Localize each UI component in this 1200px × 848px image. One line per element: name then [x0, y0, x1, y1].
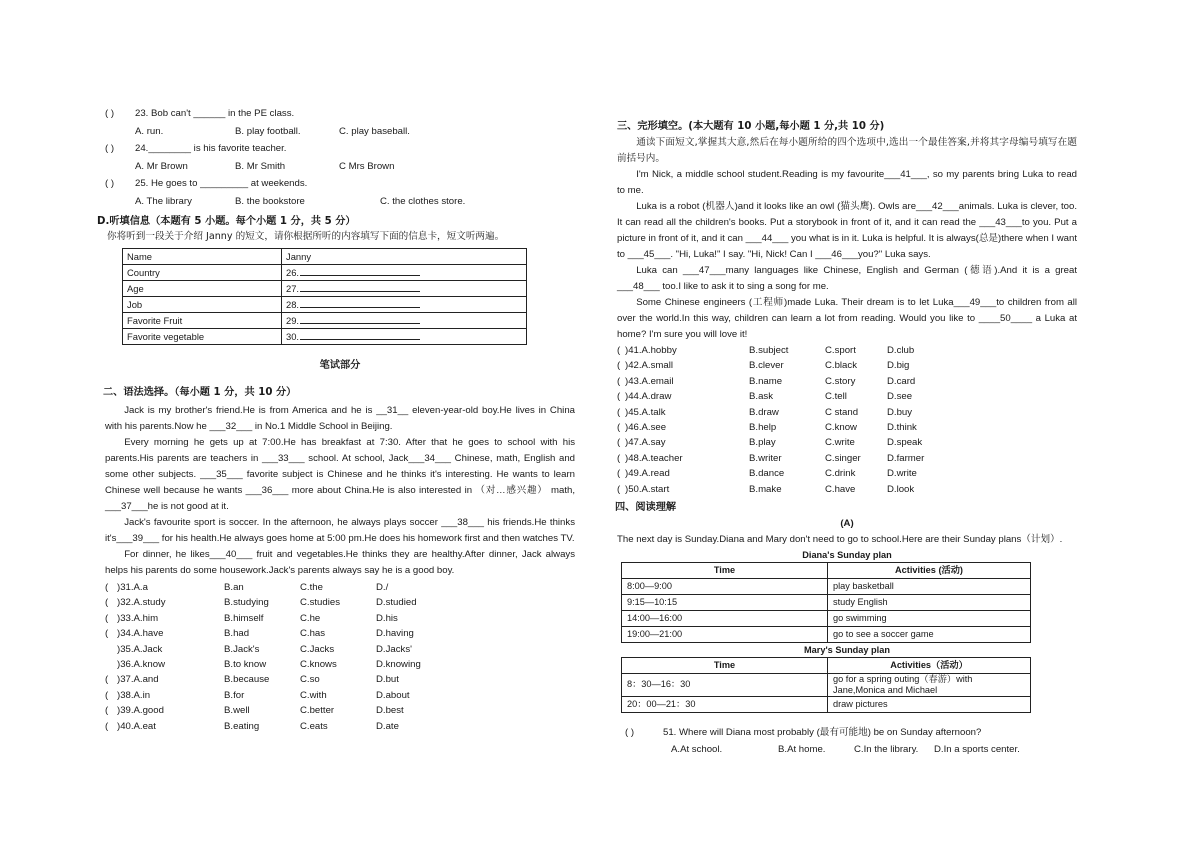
option-a[interactable]: )36.A.know	[117, 658, 165, 670]
table-row	[622, 696, 1031, 712]
answer-paren[interactable]: (	[617, 437, 621, 449]
option-b[interactable]: B.Jack's	[224, 643, 260, 655]
option-row	[617, 484, 1077, 499]
option-c[interactable]: C.write	[825, 437, 855, 449]
activity-cell: go swimming	[828, 610, 1031, 626]
option-d[interactable]: D.write	[887, 468, 917, 480]
part-a-label: (A)	[840, 517, 854, 529]
answer-blank[interactable]	[300, 298, 420, 308]
info-value-text: 26.	[286, 267, 300, 279]
info-value-text: 27.	[286, 283, 300, 295]
cloze-options-list	[617, 345, 1077, 499]
question-stem: 23. Bob can't ______ in the PE class.	[135, 108, 295, 119]
activity-cell: draw pictures	[828, 696, 1031, 712]
option-c[interactable]: C.better	[300, 705, 335, 717]
option-c[interactable]: C.singer	[825, 452, 861, 464]
option-b[interactable]: B. Mr Smith	[235, 160, 286, 172]
answer-paren[interactable]: (	[617, 360, 621, 372]
option-a[interactable]: A. run.	[135, 125, 164, 137]
option-row	[105, 674, 575, 689]
section-3-title: 三、完形填空。(本大题有 10 小题,每小题 1 分,共 10 分)	[617, 121, 885, 132]
section-4-title: 四、阅读理解	[615, 501, 677, 513]
answer-paren[interactable]: (	[105, 597, 109, 609]
option-row	[617, 407, 1077, 422]
option-c[interactable]: C.have	[825, 483, 856, 495]
option-a[interactable]: A. The library	[135, 195, 192, 207]
grammar-paragraph-4: For dinner, he likes___40___ fruit and vegetables.He thinks they are healthy.After dinner, Jack always helps his parents do some housework.Jack's parents always say he is a good boy.	[105, 549, 575, 576]
header-activities: Activities（活动）	[828, 657, 1031, 673]
info-field-label: Job	[123, 297, 282, 313]
option-b[interactable]: B.subject	[749, 345, 789, 356]
option-b[interactable]: B.make	[749, 483, 782, 495]
info-field-value	[282, 249, 527, 265]
option-c[interactable]: C.with	[300, 689, 327, 701]
answer-paren[interactable]: (	[105, 628, 109, 640]
option-d[interactable]: D.look	[887, 483, 915, 495]
written-part-heading: 笔试部分	[319, 360, 361, 371]
answer-paren[interactable]: (	[105, 705, 109, 717]
question-24	[105, 143, 575, 161]
option-c[interactable]: C.has	[300, 628, 326, 640]
option-b[interactable]: B.studying	[224, 597, 269, 609]
option-d[interactable]: D.card	[887, 375, 916, 387]
option-a[interactable]: )38.A.in	[117, 689, 151, 701]
option-b[interactable]: B.ask	[749, 391, 773, 403]
option-a[interactable]: )41.A.hobby	[625, 345, 677, 356]
option-row	[105, 613, 575, 628]
option-c[interactable]: C.In the library.	[854, 744, 919, 756]
option-b[interactable]: B.writer	[749, 452, 782, 464]
option-row	[105, 597, 575, 612]
option-row	[105, 721, 575, 736]
option-row	[617, 360, 1077, 375]
option-d[interactable]: D.farmer	[887, 452, 925, 464]
option-c[interactable]: C.story	[825, 375, 856, 387]
option-a[interactable]: )35.A.Jack	[117, 643, 163, 655]
option-d[interactable]: D.speak	[887, 437, 923, 449]
time-cell: 20：00—21：30	[622, 696, 828, 712]
grammar-paragraph-2: Every morning he gets up at 7:00.He has breakfast at 7:30. After that he goes to school with his parents.His parents are teachers in ___33___ school. At school, Jack___34___ Chinese, math, English and some other subjects. ___35___ favorite subject is Chinese and he thinks it's interesting. He wants to learn Chinese well because he wants ___36___ more about China.He is also interested in （对…感兴趣） math, ___37___he is not good at it.	[105, 437, 575, 512]
left-column	[97, 108, 575, 736]
option-d[interactable]: D.In a sports center.	[934, 744, 1020, 756]
option-a[interactable]: )31.A.a	[117, 582, 148, 593]
option-a[interactable]: )39.A.good	[117, 705, 164, 717]
grammar-options-list	[105, 582, 575, 736]
option-row	[105, 628, 575, 643]
info-field-value[interactable]	[282, 265, 527, 281]
option-b[interactable]: B.an	[224, 582, 244, 593]
option-a[interactable]: )37.A.and	[117, 674, 159, 686]
option-d[interactable]: D.see	[887, 391, 913, 403]
option-row	[617, 422, 1077, 437]
cloze-paragraph-3: Luka can ___47___many languages like Chinese, English and German (德语).And it is a great ___48___ too.I like to ask it to sing a song for me.	[617, 265, 1077, 292]
question-24-options	[105, 161, 575, 179]
option-a[interactable]: )32.A.study	[117, 597, 166, 609]
info-value-text: 30.	[286, 331, 300, 343]
option-d[interactable]: D.about	[376, 689, 410, 701]
option-b[interactable]: B.to know	[224, 658, 267, 670]
info-field-value[interactable]	[282, 329, 527, 345]
question-stem: 25. He goes to _________ at weekends.	[135, 178, 308, 189]
option-row	[617, 453, 1077, 468]
option-b[interactable]: B.clever	[749, 360, 784, 372]
option-c[interactable]: C.sport	[825, 345, 856, 356]
info-row	[123, 313, 527, 329]
option-a[interactable]: )47.A.say	[625, 437, 666, 449]
answer-blank[interactable]	[300, 330, 420, 340]
option-b[interactable]: B.play	[749, 437, 776, 449]
reading-intro: The next day is Sunday.Diana and Mary don't need to go to school.Here are their Sunday plans（计划）.	[617, 533, 1063, 545]
option-a[interactable]: A.At school.	[671, 744, 723, 756]
mary-plan-table	[621, 657, 1031, 713]
answer-blank[interactable]	[300, 266, 420, 276]
option-b[interactable]: B.had	[224, 628, 250, 640]
answer-paren[interactable]: (	[105, 582, 109, 593]
option-a[interactable]: )50.A.start	[625, 483, 670, 495]
header-time: Time	[622, 657, 828, 673]
grammar-paragraph-3: Jack's favourite sport is soccer. In the afternoon, he always plays soccer ___38___ his friends.He thinks it's___39___ for his health.He always goes home at 5:00 pm.He does his homework first and then watches TV.	[105, 517, 575, 544]
option-b[interactable]: B.for	[224, 689, 245, 701]
option-d[interactable]: D.ate	[376, 720, 399, 732]
answer-paren[interactable]: (	[105, 720, 109, 732]
option-c[interactable]: C.Jacks	[300, 643, 335, 655]
answer-paren[interactable]: (	[105, 689, 109, 701]
activity-cell: play basketball	[828, 578, 1031, 594]
option-a[interactable]: )40.A.eat	[117, 720, 156, 732]
option-c[interactable]: C.studies	[300, 597, 340, 609]
option-b[interactable]: B.well	[224, 705, 250, 717]
table-header-row	[622, 562, 1031, 578]
section-3-instructions: 通读下面短文,掌握其大意,然后在每小题所给的四个选项中,选出一个最佳答案,并将其字母编号填写在题前括号内。	[617, 137, 1077, 164]
option-c[interactable]: C.so	[300, 674, 320, 686]
option-row	[105, 705, 575, 720]
option-b[interactable]: B.At home.	[778, 744, 826, 756]
answer-blank[interactable]	[300, 282, 420, 292]
option-d[interactable]: D.knowing	[376, 658, 421, 670]
option-a[interactable]: )46.A.see	[625, 421, 667, 433]
table-row	[622, 594, 1031, 610]
section-d-instructions: 你将听到一段关于介绍 Janny 的短文，请你根据所听的内容填写下面的信息卡，短文听两遍。	[107, 231, 505, 242]
answer-paren[interactable]: ( )	[625, 726, 635, 738]
answer-paren[interactable]: (	[617, 406, 621, 418]
option-row	[617, 376, 1077, 391]
question-25-options	[105, 196, 575, 214]
mary-plan-caption: Mary's Sunday plan	[804, 644, 890, 655]
option-row	[105, 644, 575, 659]
time-cell: 19:00—21:00	[622, 626, 828, 642]
table-row	[622, 578, 1031, 594]
option-c[interactable]: C.black	[825, 360, 857, 372]
option-b[interactable]: B. the bookstore	[235, 195, 305, 207]
answer-paren[interactable]: (	[617, 468, 621, 480]
time-cell: 14:00—16:00	[622, 610, 828, 626]
answer-paren[interactable]: (	[617, 391, 621, 403]
option-a[interactable]: A. Mr Brown	[135, 160, 188, 172]
option-d[interactable]: D.best	[376, 705, 404, 717]
section-2-title: 二、语法选择。（每小题 1 分，共 10 分）	[103, 387, 297, 398]
section-d-title: D.听填信息（本题有 5 小题。每个小题 1 分，共 5 分）	[97, 216, 356, 227]
table-row	[622, 610, 1031, 626]
info-field-value[interactable]	[282, 297, 527, 313]
question-stem: 51. Where will Diana most probably (最有可能地) be on Sunday afternoon?	[663, 726, 982, 738]
option-b[interactable]: B.help	[749, 421, 777, 433]
diana-plan-caption: Diana's Sunday plan	[802, 549, 892, 560]
option-c[interactable]: C.know	[825, 421, 857, 433]
option-c[interactable]: C.the	[300, 582, 323, 593]
info-row	[123, 265, 527, 281]
answer-paren[interactable]: (	[617, 345, 621, 356]
header-time: Time	[622, 562, 828, 578]
info-value-text: 28.	[286, 299, 300, 311]
option-d[interactable]: D.buy	[887, 406, 913, 418]
info-field-label: Name	[123, 249, 282, 265]
option-row	[617, 437, 1077, 452]
answer-paren[interactable]: (	[617, 483, 621, 495]
option-d[interactable]: D.big	[887, 360, 910, 372]
info-field-value[interactable]	[282, 281, 527, 297]
time-cell: 9:15—10:15	[622, 594, 828, 610]
option-d[interactable]: D.studied	[376, 597, 417, 609]
cloze-paragraph-2: Luka is a robot (机器人)and it looks like an owl (猫头鹰). Owls are___42___animals. Luka is clever, too. It can read all the children's books. Put a storybook in front of it, and it can read the ___43___to you. Put a picture in front of it, and it can ___44___ you what is in it. Luka is helpful. It is always(总是)there when I want to ___45___. "Hi, Luka!" I say. "Hi, Nick! Can I ___46___you?" Luka says.	[617, 201, 1077, 260]
info-row	[123, 249, 527, 265]
info-field-value[interactable]	[282, 313, 527, 329]
table-header-row	[622, 657, 1031, 673]
question-51	[617, 727, 1077, 745]
option-a[interactable]: )48.A.teacher	[625, 452, 683, 464]
cloze-paragraph-4: Some Chinese engineers (工程师)made Luka. Their dream is to let Luka___49___to children from all over the world.In this way, children can learn a lot from reading. Would you like to ____50____ a Luka at home? I'm sure you will love it!	[617, 297, 1077, 340]
option-d[interactable]: D./	[376, 582, 389, 593]
option-d[interactable]: D.having	[376, 628, 414, 640]
question-23	[105, 108, 575, 126]
option-row	[105, 582, 575, 597]
option-b[interactable]: B.because	[224, 674, 270, 686]
option-row	[617, 468, 1077, 483]
answer-paren[interactable]: (	[617, 375, 621, 387]
question-23-options	[105, 126, 575, 144]
option-d[interactable]: D.but	[376, 674, 399, 686]
option-c[interactable]: C.eats	[300, 720, 328, 732]
option-row	[617, 391, 1077, 406]
option-c[interactable]: C. play baseball.	[339, 125, 410, 137]
option-c[interactable]: C.he	[300, 612, 321, 624]
grammar-paragraph-1: Jack is my brother's friend.He is from America and he is __31__ eleven-year-old boy.He lives in China with his parents.Now he ___32___ in No.1 Middle School in Beijing.	[105, 405, 575, 432]
option-row	[105, 690, 575, 705]
info-row	[123, 329, 527, 345]
info-field-label: Age	[123, 281, 282, 297]
info-card-table	[122, 248, 527, 345]
cloze-paragraph-1: I'm Nick, a middle school student.Reading is my favourite___41___, so my parents bring Luka to read to me.	[617, 169, 1077, 196]
answer-paren[interactable]: ( )	[105, 143, 115, 154]
question-25	[105, 178, 575, 196]
right-column	[617, 118, 1077, 762]
option-c[interactable]: C.knows	[300, 658, 337, 670]
option-d[interactable]: D.Jacks'	[376, 643, 412, 655]
answer-paren[interactable]: (	[617, 452, 621, 464]
option-d[interactable]: D.club	[887, 345, 915, 356]
option-c[interactable]: C stand	[825, 406, 859, 418]
option-a[interactable]: )33.A.him	[117, 612, 159, 624]
time-cell: 8:00—9:00	[622, 578, 828, 594]
option-c[interactable]: C. the clothes store.	[380, 195, 466, 207]
time-cell: 8：30—16：30	[622, 673, 828, 696]
answer-paren[interactable]: ( )	[105, 108, 115, 119]
option-b[interactable]: B.himself	[224, 612, 264, 624]
info-value-text: 29.	[286, 315, 300, 327]
option-d[interactable]: D.think	[887, 421, 917, 433]
option-c[interactable]: C.drink	[825, 468, 856, 480]
activity-cell: study English	[828, 594, 1031, 610]
answer-paren[interactable]: (	[617, 421, 621, 433]
info-row	[123, 297, 527, 313]
question-stem: 24.________ is his favorite teacher.	[135, 143, 287, 154]
answer-paren[interactable]: (	[105, 612, 109, 624]
table-row	[622, 626, 1031, 642]
option-d[interactable]: D.his	[376, 612, 398, 624]
info-field-label: Country	[123, 265, 282, 281]
question-51-options	[617, 744, 1077, 762]
answer-paren[interactable]: (	[105, 674, 109, 686]
option-c[interactable]: C Mrs Brown	[339, 160, 395, 172]
option-a[interactable]: )43.A.email	[625, 375, 674, 387]
info-value-text: Janny	[286, 250, 312, 262]
option-b[interactable]: B.dance	[749, 468, 785, 480]
option-b[interactable]: B.name	[749, 375, 783, 387]
info-field-label: Favorite vegetable	[123, 329, 282, 345]
option-row	[617, 345, 1077, 360]
activity-cell: go for a spring outing（春游）with Jane,Monica and Michael	[828, 673, 1031, 696]
option-c[interactable]: C.tell	[825, 391, 847, 403]
option-a[interactable]: )34.A.have	[117, 628, 164, 640]
answer-paren[interactable]: ( )	[105, 178, 115, 189]
option-a[interactable]: )44.A.draw	[625, 391, 672, 403]
option-a[interactable]: )49.A.read	[625, 468, 670, 480]
activity-cell: go to see a soccer game	[828, 626, 1031, 642]
header-activities: Activities (活动)	[828, 562, 1031, 578]
option-row	[105, 659, 575, 674]
table-row	[622, 673, 1031, 696]
option-a[interactable]: )45.A.talk	[625, 406, 666, 418]
option-a[interactable]: )42.A.small	[625, 360, 673, 372]
diana-plan-table	[621, 562, 1031, 643]
option-b[interactable]: B. play football.	[235, 125, 301, 137]
option-b[interactable]: B.eating	[224, 720, 260, 732]
answer-blank[interactable]	[300, 314, 420, 324]
info-field-label: Favorite Fruit	[123, 313, 282, 329]
info-row	[123, 281, 527, 297]
option-b[interactable]: B.draw	[749, 406, 779, 418]
